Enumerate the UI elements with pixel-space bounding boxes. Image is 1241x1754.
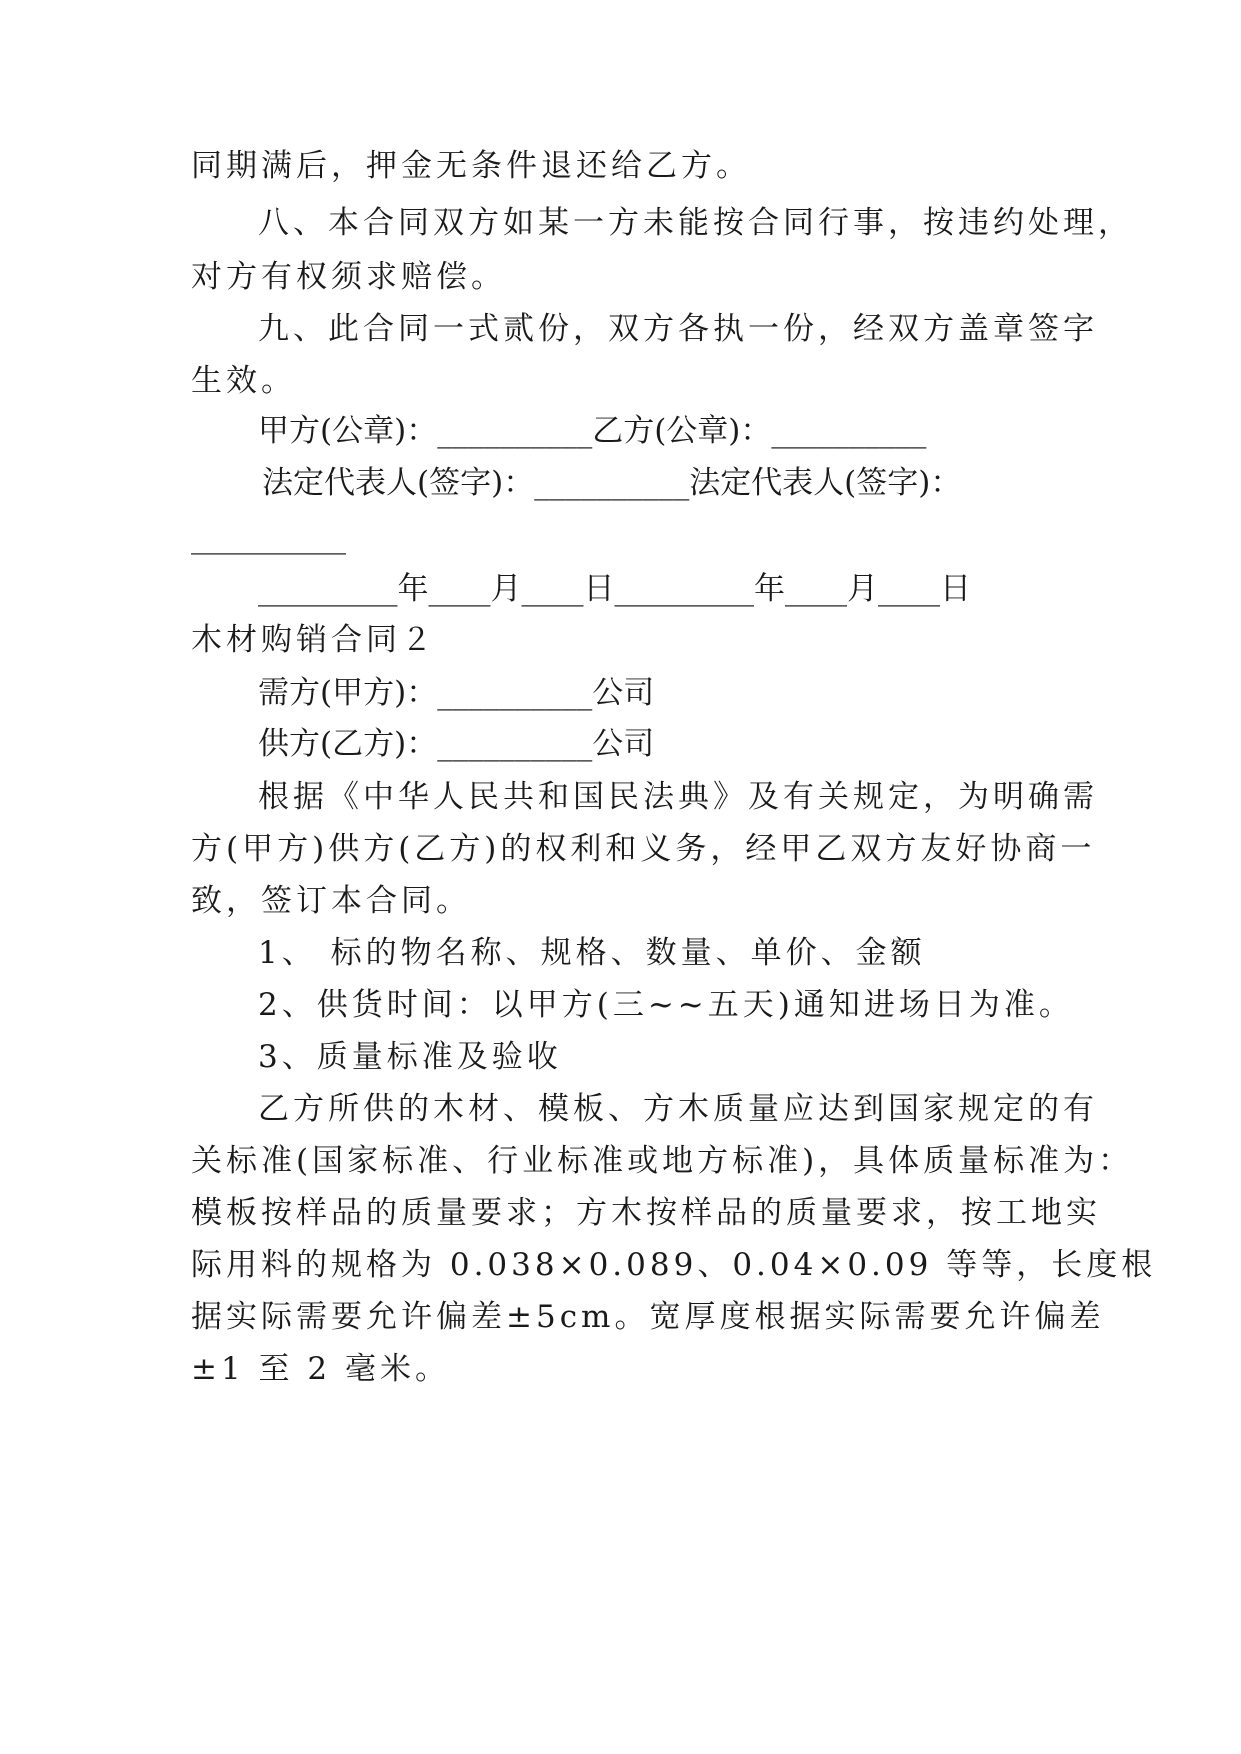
text-line-6: 甲方(公章)：__________乙方(公章)：__________ <box>258 413 927 449</box>
text-line-2: 八、本合同双方如某一方未能按合同行事，按违约处理， <box>258 205 1133 241</box>
text-line-22: 际用料的规格为 0.038×0.089、0.04×0.09 等等，长度根 <box>191 1247 1157 1283</box>
text-line-14: 方(甲方)供方(乙方)的权利和义务，经甲乙双方友好协商一 <box>191 831 1096 867</box>
text-line-17: 2、供货时间：以甲方(三~~五天)通知进场日为准。 <box>258 987 1074 1023</box>
text-line-23: 据实际需要允许偏差±5cm。宽厚度根据实际需要允许偏差 <box>191 1299 1105 1335</box>
text-line-8: __________ <box>191 519 346 555</box>
text-line-15: 致，签订本合同。 <box>191 883 471 919</box>
text-line-4: 九、此合同一式贰份，双方各执一份，经双方盖章签字 <box>258 311 1098 347</box>
text-line-12: 供方(乙方)：__________公司 <box>258 726 655 762</box>
text-line-11: 需方(甲方)：__________公司 <box>258 675 655 711</box>
text-line-18: 3、质量标准及验收 <box>258 1039 562 1075</box>
text-line-21: 模板按样品的质量要求；方木按样品的质量要求，按工地实 <box>191 1195 1101 1231</box>
text-line-24: ±1 至 2 毫米。 <box>191 1351 450 1387</box>
text-line-5: 生效。 <box>191 363 296 399</box>
text-line-7: 法定代表人(签字)：__________法定代表人(签字)： <box>262 465 962 501</box>
text-line-13: 根据《中华人民共和国民法典》及有关规定，为明确需 <box>258 779 1098 815</box>
text-line-19: 乙方所供的木材、模板、方木质量应达到国家规定的有 <box>258 1091 1098 1127</box>
text-line-3: 对方有权须求赔偿。 <box>191 259 506 295</box>
text-line-20: 关标准(国家标准、行业标准或地方标准)，具体质量标准为： <box>191 1143 1134 1179</box>
text-line-1: 同期满后，押金无条件退还给乙方。 <box>191 148 751 184</box>
section-title: 木材购销合同２ <box>191 622 436 658</box>
text-line-16: 1、 标的物名称、规格、数量、单价、金额 <box>258 935 926 971</box>
text-line-9: _________年____月____日_________年____月____日 <box>258 571 971 607</box>
